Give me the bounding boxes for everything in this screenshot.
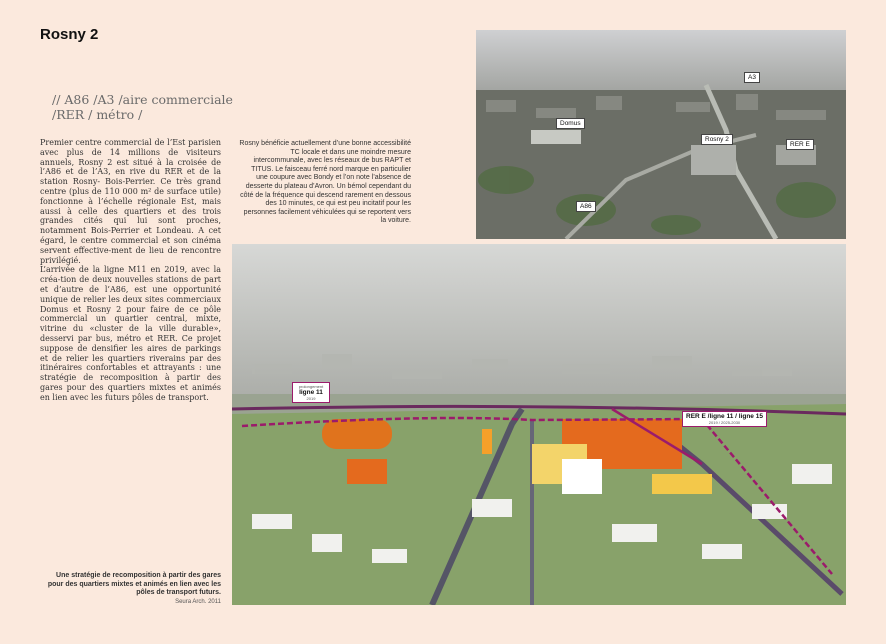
callout-rer-e-label: RER E /ligne 11 / ligne 15 xyxy=(686,413,763,420)
figure-caption: Une stratégie de recomposition à partir des gares pour des quartiers mixtes et animés en lien avec les pôles de transport futurs. xyxy=(47,572,221,596)
body-paragraph: Premier centre commercial de l’Est parisien avec plus de 14 millions de visiteurs annuels, Rosny 2 est situé à la croisée de l’A86 et de l’A3, en rive du RER et de la station Rosny- Bois-Perrier. Ce très grand centre (plus de 110 000 m² de surface utile) fonctionne à l’échelle régionale Est, mais aussi à celle des quartiers et des trois grandes cités qui lui sont proches, notamment Bois-Perrier et Londeau. A cet égard, le centre commercial et son cinéma servent effective-ment de lieu de rencontre privilégié. xyxy=(40,138,221,265)
masterplan-render xyxy=(232,244,846,605)
callout-rer-e-years: 2019 / 2025-2030 xyxy=(708,420,741,425)
callout-ligne-11-label: ligne 11 xyxy=(299,389,323,396)
figure-credit: Seura Arch. 2011 xyxy=(175,599,221,605)
callout-ligne-11-prefix: prolongement xyxy=(298,384,324,389)
label-a3: A3 xyxy=(744,72,760,83)
callout-rer-e xyxy=(682,411,767,427)
aerial-photo xyxy=(476,30,846,239)
label-a86: A86 xyxy=(576,201,596,212)
transport-note: Rosny bénéficie actuellement d’une bonne accessibilité TC locale et dans une moindre mesure intercommunale, avec les réseaux de bus RAPT et TITUS. Le faisceau ferré nord marque en particulier une coupure avec Bondy et l’on note l’absence de desserte du plateau d’Avron. Un bémol cependant du côté de la fréquence qui descend rarement en dessous des 10 minutes, ce qui est peu incitatif pour les personnes facilement véhiculées qui se reportent vers la voiture. xyxy=(239,140,411,225)
body-paragraph: L’arrivée de la ligne M11 en 2019, avec la créa-tion de deux nouvelles stations de part et d’autre de l’A86, est une opportunité unique de relier les deux sites commerciaux Domus et Rosny 2 pour faire de ce pôle commercial un quartier central, mixte, vitrine du «cluster de la ville durable», desservi par bus, métro et RER. Ce projet suppose de densifier les aires de parkings et de relier les quartiers riverains par des itinéraires confortables et attrayants : une stratégie de recomposition à partir des gares pour des quartiers mixtes et animés en lien avec les futurs pôles de transport. xyxy=(40,265,221,402)
label-rer-e: RER E xyxy=(786,139,814,150)
aerial-photo-image xyxy=(476,30,846,239)
callout-ligne-11 xyxy=(292,382,330,403)
page-title: Rosny 2 xyxy=(40,26,99,43)
callout-ligne-11-year: 2019 xyxy=(306,396,316,401)
label-rosny2: Rosny 2 xyxy=(701,134,733,145)
body-text xyxy=(40,138,221,403)
label-domus: Domus xyxy=(556,118,585,129)
page-subtitle: // A86 /A3 /aire commerciale /RER / métro / xyxy=(52,92,233,122)
